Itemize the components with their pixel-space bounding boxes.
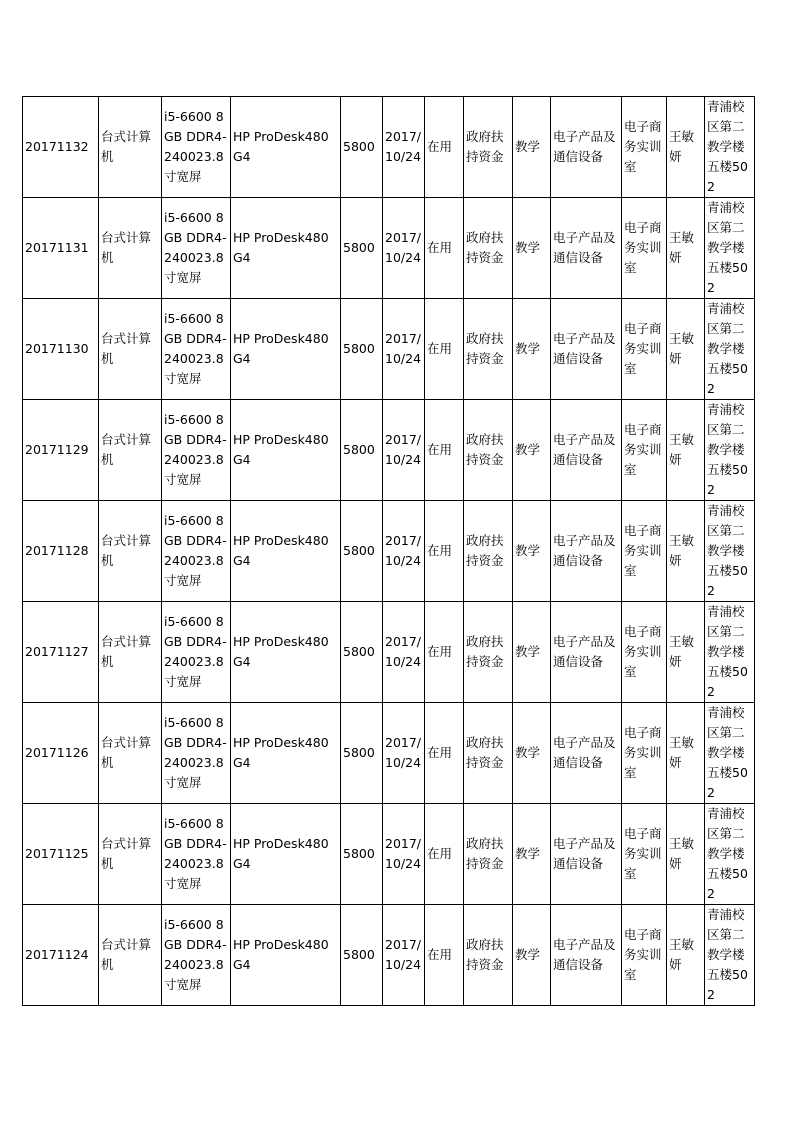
custodian-cell: 王敏妍 — [667, 602, 705, 703]
model-cell: HP ProDesk480G4 — [231, 501, 341, 602]
spec-cell: i5-6600 8GB DDR4-240023.8寸宽屏 — [162, 905, 231, 1006]
asset-id-cell: 20171130 — [23, 299, 99, 400]
table-row — [23, 501, 755, 602]
location-cell: 青浦校区第二教学楼五楼502 — [705, 97, 755, 198]
spec-cell: i5-6600 8GB DDR4-240023.8寸宽屏 — [162, 804, 231, 905]
model-cell: HP ProDesk480G4 — [231, 602, 341, 703]
status-cell: 在用 — [425, 501, 464, 602]
purchase-date-cell: 2017/10/24 — [383, 299, 425, 400]
funding-source-cell: 政府扶持资金 — [464, 97, 513, 198]
table-row — [23, 198, 755, 299]
model-cell: HP ProDesk480G4 — [231, 400, 341, 501]
room-cell: 电子商务实训室 — [622, 602, 667, 703]
spec-cell: i5-6600 8GB DDR4-240023.8寸宽屏 — [162, 501, 231, 602]
category-cell: 电子产品及通信设备 — [551, 198, 622, 299]
usage-cell: 教学 — [513, 501, 551, 602]
purchase-date-cell: 2017/10/24 — [383, 905, 425, 1006]
asset-table-body — [23, 97, 755, 1006]
usage-cell: 教学 — [513, 804, 551, 905]
funding-source-cell: 政府扶持资金 — [464, 804, 513, 905]
category-cell: 电子产品及通信设备 — [551, 905, 622, 1006]
room-cell: 电子商务实训室 — [622, 804, 667, 905]
category-cell: 电子产品及通信设备 — [551, 299, 622, 400]
funding-source-cell: 政府扶持资金 — [464, 905, 513, 1006]
location-cell: 青浦校区第二教学楼五楼502 — [705, 905, 755, 1006]
asset-type-cell: 台式计算机 — [99, 703, 162, 804]
asset-type-cell: 台式计算机 — [99, 97, 162, 198]
spec-cell: i5-6600 8GB DDR4-240023.8寸宽屏 — [162, 299, 231, 400]
category-cell: 电子产品及通信设备 — [551, 501, 622, 602]
location-cell: 青浦校区第二教学楼五楼502 — [705, 602, 755, 703]
asset-id-cell: 20171125 — [23, 804, 99, 905]
usage-cell: 教学 — [513, 905, 551, 1006]
funding-source-cell: 政府扶持资金 — [464, 703, 513, 804]
custodian-cell: 王敏妍 — [667, 501, 705, 602]
status-cell: 在用 — [425, 905, 464, 1006]
spec-cell: i5-6600 8GB DDR4-240023.8寸宽屏 — [162, 198, 231, 299]
table-row — [23, 905, 755, 1006]
asset-type-cell: 台式计算机 — [99, 804, 162, 905]
asset-id-cell: 20171131 — [23, 198, 99, 299]
custodian-cell: 王敏妍 — [667, 400, 705, 501]
room-cell: 电子商务实训室 — [622, 905, 667, 1006]
table-row — [23, 703, 755, 804]
room-cell: 电子商务实训室 — [622, 97, 667, 198]
status-cell: 在用 — [425, 804, 464, 905]
price-cell: 5800 — [341, 602, 383, 703]
table-row — [23, 804, 755, 905]
usage-cell: 教学 — [513, 198, 551, 299]
location-cell: 青浦校区第二教学楼五楼502 — [705, 198, 755, 299]
asset-id-cell: 20171132 — [23, 97, 99, 198]
purchase-date-cell: 2017/10/24 — [383, 703, 425, 804]
funding-source-cell: 政府扶持资金 — [464, 501, 513, 602]
asset-id-cell: 20171129 — [23, 400, 99, 501]
asset-id-cell: 20171126 — [23, 703, 99, 804]
table-row — [23, 400, 755, 501]
spec-cell: i5-6600 8GB DDR4-240023.8寸宽屏 — [162, 602, 231, 703]
purchase-date-cell: 2017/10/24 — [383, 804, 425, 905]
asset-type-cell: 台式计算机 — [99, 198, 162, 299]
table-row — [23, 602, 755, 703]
asset-id-cell: 20171124 — [23, 905, 99, 1006]
status-cell: 在用 — [425, 602, 464, 703]
usage-cell: 教学 — [513, 703, 551, 804]
custodian-cell: 王敏妍 — [667, 804, 705, 905]
price-cell: 5800 — [341, 299, 383, 400]
custodian-cell: 王敏妍 — [667, 299, 705, 400]
purchase-date-cell: 2017/10/24 — [383, 198, 425, 299]
price-cell: 5800 — [341, 400, 383, 501]
price-cell: 5800 — [341, 97, 383, 198]
room-cell: 电子商务实训室 — [622, 400, 667, 501]
location-cell: 青浦校区第二教学楼五楼502 — [705, 703, 755, 804]
model-cell: HP ProDesk480G4 — [231, 905, 341, 1006]
category-cell: 电子产品及通信设备 — [551, 97, 622, 198]
status-cell: 在用 — [425, 400, 464, 501]
price-cell: 5800 — [341, 804, 383, 905]
asset-table — [22, 96, 755, 1006]
table-row — [23, 97, 755, 198]
category-cell: 电子产品及通信设备 — [551, 804, 622, 905]
model-cell: HP ProDesk480G4 — [231, 97, 341, 198]
spec-cell: i5-6600 8GB DDR4-240023.8寸宽屏 — [162, 400, 231, 501]
asset-type-cell: 台式计算机 — [99, 905, 162, 1006]
room-cell: 电子商务实训室 — [622, 501, 667, 602]
funding-source-cell: 政府扶持资金 — [464, 602, 513, 703]
custodian-cell: 王敏妍 — [667, 905, 705, 1006]
purchase-date-cell: 2017/10/24 — [383, 97, 425, 198]
asset-type-cell: 台式计算机 — [99, 299, 162, 400]
spec-cell: i5-6600 8GB DDR4-240023.8寸宽屏 — [162, 97, 231, 198]
asset-id-cell: 20171128 — [23, 501, 99, 602]
spec-cell: i5-6600 8GB DDR4-240023.8寸宽屏 — [162, 703, 231, 804]
purchase-date-cell: 2017/10/24 — [383, 400, 425, 501]
category-cell: 电子产品及通信设备 — [551, 400, 622, 501]
status-cell: 在用 — [425, 299, 464, 400]
price-cell: 5800 — [341, 703, 383, 804]
purchase-date-cell: 2017/10/24 — [383, 602, 425, 703]
asset-type-cell: 台式计算机 — [99, 400, 162, 501]
table-row — [23, 299, 755, 400]
status-cell: 在用 — [425, 198, 464, 299]
asset-id-cell: 20171127 — [23, 602, 99, 703]
custodian-cell: 王敏妍 — [667, 703, 705, 804]
model-cell: HP ProDesk480G4 — [231, 198, 341, 299]
price-cell: 5800 — [341, 905, 383, 1006]
custodian-cell: 王敏妍 — [667, 198, 705, 299]
category-cell: 电子产品及通信设备 — [551, 703, 622, 804]
model-cell: HP ProDesk480G4 — [231, 804, 341, 905]
room-cell: 电子商务实训室 — [622, 198, 667, 299]
usage-cell: 教学 — [513, 400, 551, 501]
purchase-date-cell: 2017/10/24 — [383, 501, 425, 602]
price-cell: 5800 — [341, 501, 383, 602]
asset-type-cell: 台式计算机 — [99, 501, 162, 602]
usage-cell: 教学 — [513, 602, 551, 703]
location-cell: 青浦校区第二教学楼五楼502 — [705, 400, 755, 501]
usage-cell: 教学 — [513, 299, 551, 400]
status-cell: 在用 — [425, 703, 464, 804]
custodian-cell: 王敏妍 — [667, 97, 705, 198]
model-cell: HP ProDesk480G4 — [231, 703, 341, 804]
funding-source-cell: 政府扶持资金 — [464, 400, 513, 501]
status-cell: 在用 — [425, 97, 464, 198]
funding-source-cell: 政府扶持资金 — [464, 299, 513, 400]
funding-source-cell: 政府扶持资金 — [464, 198, 513, 299]
room-cell: 电子商务实训室 — [622, 299, 667, 400]
location-cell: 青浦校区第二教学楼五楼502 — [705, 804, 755, 905]
room-cell: 电子商务实训室 — [622, 703, 667, 804]
usage-cell: 教学 — [513, 97, 551, 198]
location-cell: 青浦校区第二教学楼五楼502 — [705, 501, 755, 602]
price-cell: 5800 — [341, 198, 383, 299]
asset-type-cell: 台式计算机 — [99, 602, 162, 703]
location-cell: 青浦校区第二教学楼五楼502 — [705, 299, 755, 400]
model-cell: HP ProDesk480G4 — [231, 299, 341, 400]
category-cell: 电子产品及通信设备 — [551, 602, 622, 703]
